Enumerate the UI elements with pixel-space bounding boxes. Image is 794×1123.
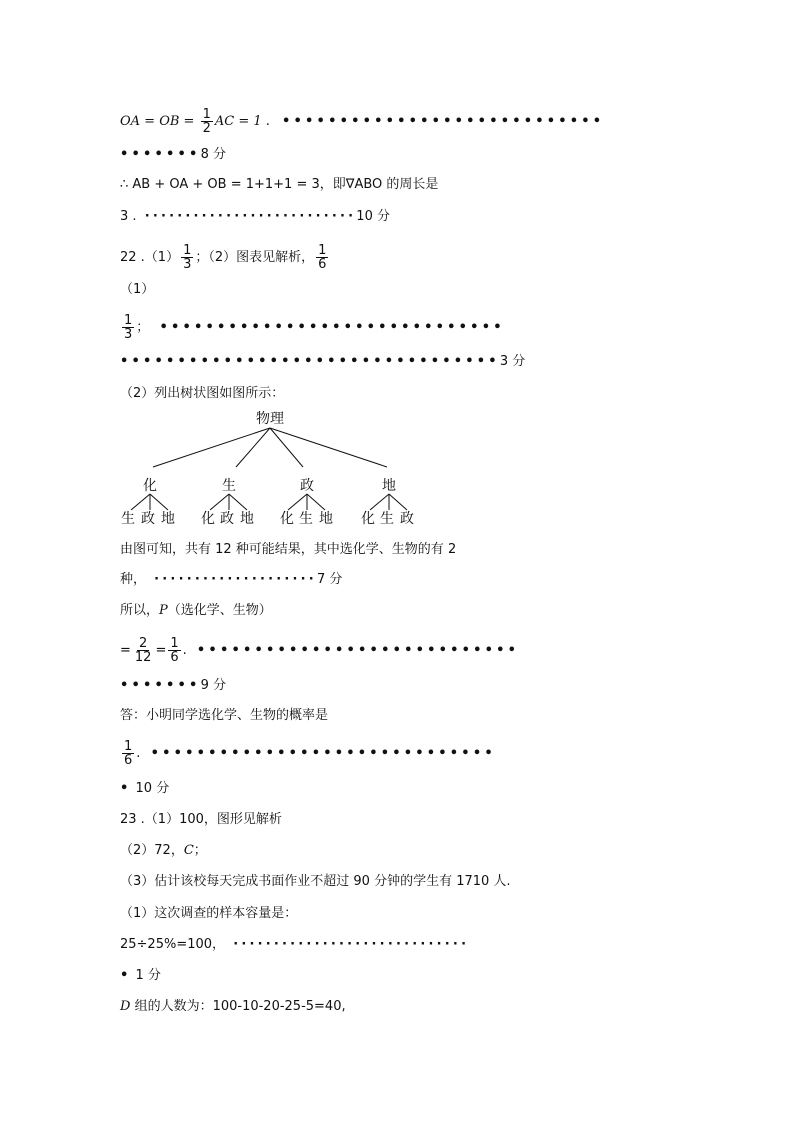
tree-leaf: 生 (380, 511, 394, 527)
score-line-7 (120, 572, 342, 588)
outcome-text: 由图可知，共有 12 种可能结果，其中选化学、生物的有 2 (120, 542, 457, 557)
tree-branch-3: 政 (300, 478, 314, 494)
fraction-one-third: $\frac{1}{3}$ (183, 243, 192, 272)
question-text: （3）估计该校每天完成书面作业不超过 90 分钟的学生有 1710 人. (120, 874, 511, 889)
leader-dots: • (120, 781, 132, 796)
group-letter: D (120, 999, 131, 1014)
punctuation: . (182, 643, 187, 658)
equation-text: OA = OB = (120, 114, 199, 129)
calc-text: 25÷25%=100， (120, 937, 226, 952)
score-label: 8 分 (200, 147, 226, 162)
leader-dots: ···················· (154, 572, 317, 587)
leader-dots: ····························· (233, 937, 470, 952)
part-label: （1） (120, 282, 155, 297)
tree-leaf: 化 (280, 511, 294, 527)
question-number: 22 .（1） (120, 250, 180, 265)
fraction-one-sixth: $\frac{1}{6}$ (170, 636, 179, 665)
fraction-one-sixth: $\frac{1}{6}$ (318, 243, 327, 272)
tree-branch-4: 地 (382, 478, 396, 494)
answer-value: 3 . (120, 209, 137, 224)
answer-one-sixth-line (120, 740, 496, 767)
score-label: 10 分 (356, 209, 390, 224)
question-text: ；（2）图表见解析， (195, 250, 315, 265)
calc-text: 组的人数为：100-10-20-25-5=40, (130, 999, 346, 1014)
score-label: 1 分 (135, 968, 161, 983)
leader-dots: ·························· (144, 209, 357, 224)
tree-leaf: 化 (201, 511, 215, 527)
punctuation: . (136, 746, 141, 761)
tree-leaf: 地 (240, 511, 254, 527)
tree-intro-text: （2）列出树状图如图所示： (120, 386, 285, 401)
score-line-1 (120, 968, 161, 984)
answer-line (120, 708, 328, 724)
score-label: 9 分 (200, 678, 226, 693)
tree-root: 物理 (256, 411, 284, 427)
tree-lines (0, 0, 794, 540)
question-23-part2 (120, 843, 207, 859)
punctuation: ； (193, 843, 207, 858)
leader-dots: •••••••••••••••••••••••••••••• (150, 746, 496, 761)
outcome-line (120, 542, 456, 558)
tree-branch-2: 生 (222, 478, 236, 494)
leader-dots: •••••••••••••••••••••••••••• (196, 643, 520, 658)
score-label: 7 分 (316, 572, 343, 587)
tree-leaf: 地 (319, 511, 333, 527)
score-line-9 (120, 678, 226, 694)
tree-branch-1: 化 (143, 478, 157, 494)
equals-sign: = (155, 643, 167, 658)
question-text: 23 .（1）100，图形见解析 (120, 812, 282, 827)
score-label: 3 分 (499, 354, 526, 369)
score-label: 10 分 (135, 781, 170, 796)
solution-text: （1）这次调查的样本容量是： (120, 906, 298, 921)
leader-dots: •••••••••••••••••••••••••••••• (159, 320, 505, 335)
tree-leaf: 政 (141, 511, 155, 527)
equation-text: AC = 1 . (214, 114, 270, 129)
question-text: （2）72， (120, 843, 184, 858)
fraction-two-twelfths: $\frac{2}{12}$ (134, 636, 152, 665)
answer-text: 答：小明同学选化学、生物的概率是 (120, 708, 329, 723)
perimeter-text: ∴ AB + OA + OB = 1+1+1 = 3，即∇ABO 的周长是 (120, 177, 439, 192)
question-23-part3 (120, 874, 511, 890)
event-text: （选化学、生物） (167, 603, 272, 618)
tree-leaf: 地 (161, 511, 175, 527)
question-23-header (120, 812, 282, 828)
leader-dots: ••••••• (120, 147, 201, 162)
fraction-one-third: $\frac{1}{3}$ (124, 313, 133, 342)
leader-dots: ••••••• (120, 678, 201, 693)
tree-leaf: 政 (400, 511, 414, 527)
tree-leaf: 生 (299, 511, 313, 527)
group-d-line (120, 999, 346, 1015)
leader-dots: ••••••••••••••••••••••••••••••••• (120, 354, 500, 369)
sample-size-line (120, 906, 297, 922)
score-line-10b (120, 781, 169, 797)
probability-symbol: P (159, 603, 168, 618)
tree-leaf: 化 (361, 511, 375, 527)
probability-equation (120, 637, 519, 664)
sample-size-calc (120, 937, 469, 953)
tree-leaf: 政 (220, 511, 234, 527)
probability-line (120, 603, 272, 619)
group-letter: C (183, 843, 194, 858)
fraction-half: $\frac{1}{2}$ (202, 107, 211, 136)
leader-dots: •••••••••••••••••••••••••••• (282, 114, 605, 129)
outcome-text: 种， (120, 572, 147, 587)
fraction-one-sixth: $\frac{1}{6}$ (124, 739, 133, 768)
leader-dots: • (120, 968, 132, 983)
conclusion-text: 所以， (120, 603, 160, 618)
equals-sign: = (120, 643, 131, 658)
punctuation: ； (136, 320, 150, 335)
tree-leaf: 生 (121, 511, 135, 527)
